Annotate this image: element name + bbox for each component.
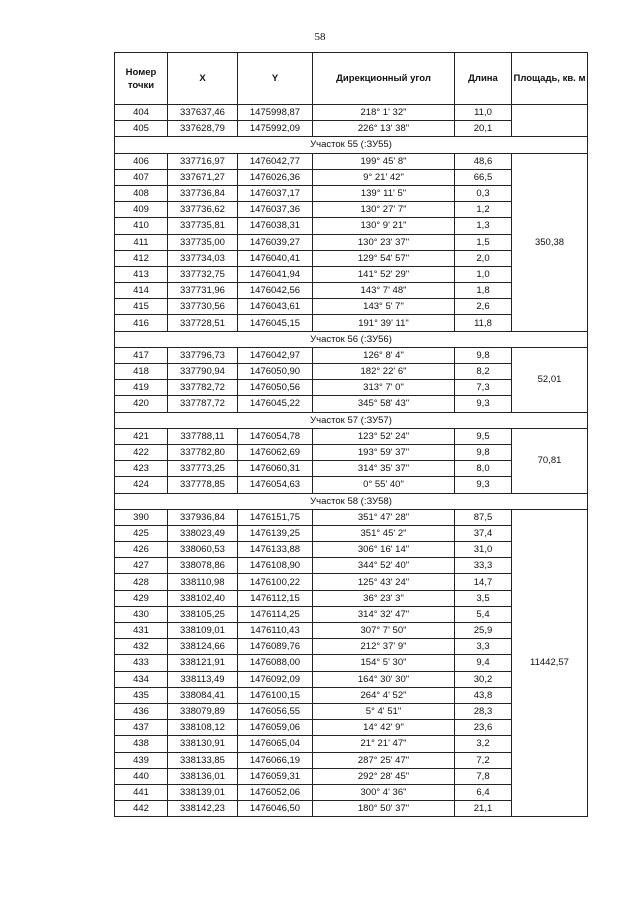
directional-angle-cell: 306° 16' 14" [313,542,455,558]
segment-length-cell: 9,4 [455,655,512,671]
directional-angle-cell: 5° 4' 51" [313,703,455,719]
x-coordinate-cell: 338113,49 [168,671,238,687]
section-row [115,493,588,509]
point-number-cell: 441 [115,784,168,800]
y-coordinate-cell: 1476133,88 [238,542,313,558]
x-coordinate-cell: 338133,85 [168,752,238,768]
area-cell: 52,01 [512,347,588,412]
y-coordinate-cell: 1476060,31 [238,461,313,477]
y-coordinate-cell: 1476043,61 [238,299,313,315]
x-coordinate-cell: 338078,86 [168,558,238,574]
y-coordinate-cell: 1476112,15 [238,590,313,606]
x-coordinate-cell: 338109,01 [168,623,238,639]
segment-length-cell: 48,6 [455,153,512,169]
segment-length-cell: 1,8 [455,283,512,299]
point-number-cell: 440 [115,768,168,784]
segment-length-cell: 3,3 [455,639,512,655]
area-cell: 350,38 [512,153,588,331]
point-number-cell: 412 [115,250,168,266]
x-coordinate-cell: 337637,46 [168,105,238,121]
point-number-cell: 433 [115,655,168,671]
directional-angle-cell: 130° 27' 7" [313,202,455,218]
x-coordinate-cell: 337796,73 [168,347,238,363]
x-coordinate-cell: 338136,01 [168,768,238,784]
directional-angle-cell: 307° 7' 50" [313,623,455,639]
segment-length-cell: 6,4 [455,784,512,800]
point-number-cell: 430 [115,606,168,622]
segment-length-cell: 23,6 [455,720,512,736]
segment-length-cell: 7,3 [455,380,512,396]
y-coordinate-cell: 1476037,17 [238,185,313,201]
directional-angle-cell: 287° 25' 47" [313,752,455,768]
segment-length-cell: 9,3 [455,396,512,412]
segment-length-cell: 1,3 [455,218,512,234]
section-row [115,412,588,428]
segment-length-cell: 8,2 [455,364,512,380]
point-number-cell: 423 [115,461,168,477]
directional-angle-cell: 126° 8' 4" [313,347,455,363]
x-coordinate-cell: 338130,91 [168,736,238,752]
directional-angle-cell: 193° 59' 37" [313,444,455,460]
directional-angle-cell: 300° 4' 36" [313,784,455,800]
directional-angle-cell: 199° 45' 8" [313,153,455,169]
segment-length-cell: 28,3 [455,703,512,719]
segment-length-cell: 9,8 [455,444,512,460]
directional-angle-cell: 130° 23' 37" [313,234,455,250]
segment-length-cell: 43,8 [455,687,512,703]
segment-length-cell: 25,9 [455,623,512,639]
segment-length-cell: 3,5 [455,590,512,606]
header-area: Площадь, кв. м [512,53,588,105]
point-number-cell: 426 [115,542,168,558]
y-coordinate-cell: 1476110,43 [238,623,313,639]
segment-length-cell: 31,0 [455,542,512,558]
segment-length-cell: 87,5 [455,509,512,525]
segment-length-cell: 1,0 [455,266,512,282]
y-coordinate-cell: 1476050,90 [238,364,313,380]
y-coordinate-cell: 1476041,94 [238,266,313,282]
area-cell [512,105,588,137]
directional-angle-cell: 351° 45' 2" [313,525,455,541]
directional-angle-cell: 292° 28' 45" [313,768,455,784]
segment-length-cell: 1,2 [455,202,512,218]
directional-angle-cell: 21° 21' 47" [313,736,455,752]
x-coordinate-cell: 338102,40 [168,590,238,606]
y-coordinate-cell: 1476100,15 [238,687,313,703]
x-coordinate-cell: 337735,00 [168,234,238,250]
table-row [115,153,588,169]
directional-angle-cell: 191° 39' 11" [313,315,455,331]
x-coordinate-cell: 338139,01 [168,784,238,800]
segment-length-cell: 14,7 [455,574,512,590]
x-coordinate-cell: 338121,91 [168,655,238,671]
x-coordinate-cell: 338108,12 [168,720,238,736]
x-coordinate-cell: 337735,81 [168,218,238,234]
point-number-cell: 417 [115,347,168,363]
y-coordinate-cell: 1476054,63 [238,477,313,493]
x-coordinate-cell: 338084,41 [168,687,238,703]
y-coordinate-cell: 1476065,04 [238,736,313,752]
section-title: Участок 57 (:ЗУ57) [115,412,588,428]
y-coordinate-cell: 1476059,06 [238,720,313,736]
segment-length-cell: 11,8 [455,315,512,331]
point-number-cell: 408 [115,185,168,201]
directional-angle-cell: 143° 5' 7" [313,299,455,315]
point-number-cell: 431 [115,623,168,639]
y-coordinate-cell: 1476089,76 [238,639,313,655]
header-angle: Дирекционный угол [313,53,455,105]
y-coordinate-cell: 1476045,15 [238,315,313,331]
section-row [115,331,588,347]
directional-angle-cell: 123° 52' 24" [313,428,455,444]
directional-angle-cell: 9° 21' 42" [313,169,455,185]
directional-angle-cell: 143° 7' 48" [313,283,455,299]
x-coordinate-cell: 337731,96 [168,283,238,299]
segment-length-cell: 66,5 [455,169,512,185]
x-coordinate-cell: 337736,84 [168,185,238,201]
x-coordinate-cell: 338079,89 [168,703,238,719]
page-number: 58 [314,31,326,43]
x-coordinate-cell: 337778,85 [168,477,238,493]
point-number-cell: 432 [115,639,168,655]
segment-length-cell: 2,0 [455,250,512,266]
y-coordinate-cell: 1476100,22 [238,574,313,590]
point-number-cell: 442 [115,801,168,817]
segment-length-cell: 37,4 [455,525,512,541]
point-number-cell: 424 [115,477,168,493]
directional-angle-cell: 218° 1' 32" [313,105,455,121]
header-row [115,53,588,105]
point-number-cell: 407 [115,169,168,185]
segment-length-cell: 9,8 [455,347,512,363]
point-number-cell: 415 [115,299,168,315]
y-coordinate-cell: 1476059,31 [238,768,313,784]
segment-length-cell: 3,2 [455,736,512,752]
header-length: Длина [455,53,512,105]
directional-angle-cell: 139° 11' 5" [313,185,455,201]
point-number-cell: 409 [115,202,168,218]
point-number-cell: 439 [115,752,168,768]
directional-angle-cell: 141° 52' 29" [313,266,455,282]
coordinates-table [114,52,588,817]
x-coordinate-cell: 337782,80 [168,444,238,460]
directional-angle-cell: 212° 37' 9" [313,639,455,655]
point-number-cell: 437 [115,720,168,736]
point-number-cell: 429 [115,590,168,606]
y-coordinate-cell: 1476040,41 [238,250,313,266]
y-coordinate-cell: 1476151,75 [238,509,313,525]
segment-length-cell: 33,3 [455,558,512,574]
y-coordinate-cell: 1476039,27 [238,234,313,250]
point-number-cell: 436 [115,703,168,719]
y-coordinate-cell: 1475998,87 [238,105,313,121]
section-row [115,137,588,153]
y-coordinate-cell: 1476045,22 [238,396,313,412]
point-number-cell: 405 [115,121,168,137]
x-coordinate-cell: 338124,66 [168,639,238,655]
directional-angle-cell: 180° 50' 37" [313,801,455,817]
y-coordinate-cell: 1476026,36 [238,169,313,185]
segment-length-cell: 20,1 [455,121,512,137]
segment-length-cell: 1,5 [455,234,512,250]
x-coordinate-cell: 337936,84 [168,509,238,525]
y-coordinate-cell: 1476042,77 [238,153,313,169]
point-number-cell: 419 [115,380,168,396]
table-row [115,347,588,363]
x-coordinate-cell: 338105,25 [168,606,238,622]
x-coordinate-cell: 337734,03 [168,250,238,266]
point-number-cell: 421 [115,428,168,444]
segment-length-cell: 2,6 [455,299,512,315]
x-coordinate-cell: 337787,72 [168,396,238,412]
x-coordinate-cell: 337628,79 [168,121,238,137]
point-number-cell: 413 [115,266,168,282]
directional-angle-cell: 130° 9' 21" [313,218,455,234]
directional-angle-cell: 182° 22' 6" [313,364,455,380]
y-coordinate-cell: 1476062,69 [238,444,313,460]
y-coordinate-cell: 1476056,55 [238,703,313,719]
segment-length-cell: 11,0 [455,105,512,121]
table-row [115,509,588,525]
point-number-cell: 438 [115,736,168,752]
directional-angle-cell: 344° 52' 40" [313,558,455,574]
directional-angle-cell: 345° 58' 43" [313,396,455,412]
x-coordinate-cell: 338060,53 [168,542,238,558]
x-coordinate-cell: 338023,49 [168,525,238,541]
point-number-cell: 425 [115,525,168,541]
point-number-cell: 406 [115,153,168,169]
table-body [115,105,588,817]
header-y: Y [238,53,313,105]
point-number-cell: 418 [115,364,168,380]
point-number-cell: 414 [115,283,168,299]
directional-angle-cell: 314° 35' 37" [313,461,455,477]
segment-length-cell: 30,2 [455,671,512,687]
y-coordinate-cell: 1476054,78 [238,428,313,444]
x-coordinate-cell: 337732,75 [168,266,238,282]
y-coordinate-cell: 1476088,00 [238,655,313,671]
x-coordinate-cell: 337730,56 [168,299,238,315]
point-number-cell: 404 [115,105,168,121]
directional-angle-cell: 264° 4' 52" [313,687,455,703]
header-point: Номер точки [115,53,168,105]
x-coordinate-cell: 337788,11 [168,428,238,444]
directional-angle-cell: 36° 23' 3" [313,590,455,606]
point-number-cell: 390 [115,509,168,525]
x-coordinate-cell: 338142,23 [168,801,238,817]
area-cell: 11442,57 [512,509,588,817]
point-number-cell: 428 [115,574,168,590]
point-number-cell: 422 [115,444,168,460]
directional-angle-cell: 314° 32' 47" [313,606,455,622]
point-number-cell: 420 [115,396,168,412]
x-coordinate-cell: 337736,62 [168,202,238,218]
directional-angle-cell: 14° 42' 9" [313,720,455,736]
segment-length-cell: 0,3 [455,185,512,201]
segment-length-cell: 5,4 [455,606,512,622]
segment-length-cell: 8,0 [455,461,512,477]
x-coordinate-cell: 337773,25 [168,461,238,477]
y-coordinate-cell: 1476050,56 [238,380,313,396]
point-number-cell: 435 [115,687,168,703]
y-coordinate-cell: 1476092,09 [238,671,313,687]
point-number-cell: 416 [115,315,168,331]
table-row [115,428,588,444]
x-coordinate-cell: 337728,51 [168,315,238,331]
directional-angle-cell: 0° 55' 40" [313,477,455,493]
segment-length-cell: 7,2 [455,752,512,768]
point-number-cell: 427 [115,558,168,574]
x-coordinate-cell: 337716,97 [168,153,238,169]
x-coordinate-cell: 338110,98 [168,574,238,590]
directional-angle-cell: 129° 54' 57" [313,250,455,266]
directional-angle-cell: 164° 30' 30" [313,671,455,687]
y-coordinate-cell: 1476066,19 [238,752,313,768]
section-title: Участок 55 (:ЗУ55) [115,137,588,153]
y-coordinate-cell: 1476037,36 [238,202,313,218]
area-cell: 70,81 [512,428,588,493]
directional-angle-cell: 226° 13' 38" [313,121,455,137]
y-coordinate-cell: 1476139,25 [238,525,313,541]
section-title: Участок 56 (:ЗУ56) [115,331,588,347]
y-coordinate-cell: 1476114,25 [238,606,313,622]
point-number-cell: 434 [115,671,168,687]
y-coordinate-cell: 1476046,50 [238,801,313,817]
y-coordinate-cell: 1476038,31 [238,218,313,234]
segment-length-cell: 9,3 [455,477,512,493]
segment-length-cell: 21,1 [455,801,512,817]
directional-angle-cell: 351° 47' 28" [313,509,455,525]
x-coordinate-cell: 337671,27 [168,169,238,185]
y-coordinate-cell: 1475992,09 [238,121,313,137]
y-coordinate-cell: 1476042,97 [238,347,313,363]
point-number-cell: 410 [115,218,168,234]
segment-length-cell: 9,5 [455,428,512,444]
directional-angle-cell: 154° 5' 30" [313,655,455,671]
directional-angle-cell: 125° 43' 24" [313,574,455,590]
y-coordinate-cell: 1476108,90 [238,558,313,574]
section-title: Участок 58 (:ЗУ58) [115,493,588,509]
x-coordinate-cell: 337790,94 [168,364,238,380]
header-x: X [168,53,238,105]
directional-angle-cell: 313° 7' 0" [313,380,455,396]
point-number-cell: 411 [115,234,168,250]
y-coordinate-cell: 1476052,06 [238,784,313,800]
table-row [115,105,588,121]
y-coordinate-cell: 1476042,56 [238,283,313,299]
x-coordinate-cell: 337782,72 [168,380,238,396]
segment-length-cell: 7,8 [455,768,512,784]
